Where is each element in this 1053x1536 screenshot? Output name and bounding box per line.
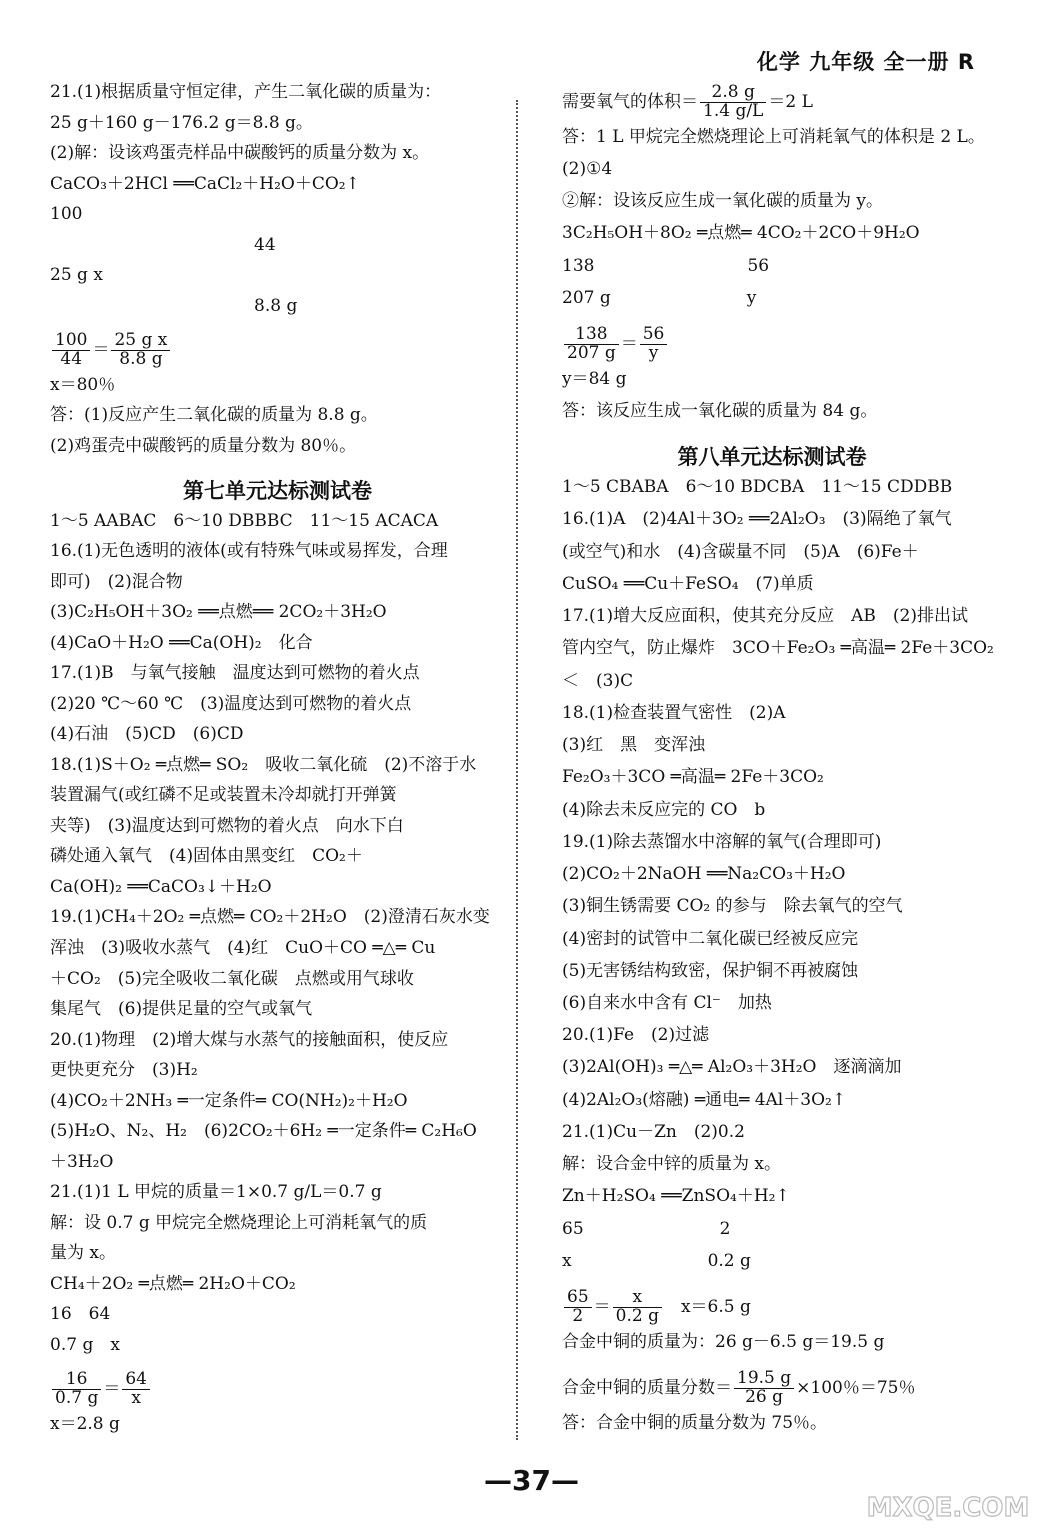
page-header: 化学 九年级 全一册 R: [756, 50, 975, 74]
text-line: 量为 x。: [50, 1243, 116, 1264]
right-lines-a: [562, 126, 985, 320]
text-line: 21.(1)根据质量守恒定律，产生二氧化碳的质量为：: [50, 82, 442, 102]
equation-text: ×100％＝75％: [796, 1377, 916, 1398]
text-line: 合金中铜的质量为：26 g－6.5 g＝19.5 g: [562, 1331, 885, 1352]
text-line: 答：合金中铜的质量分数为 75％。: [562, 1412, 828, 1433]
text-line: (5)H₂O、N₂、H₂ (6)2CO₂＋6H₂ ═一定条件═ C₂H₆O: [50, 1121, 477, 1142]
text-line: ②解：设该反应生成一氧化碳的质量为 y。: [562, 191, 884, 212]
text-line: 3C₂H₅OH＋8O₂ ═点燃═ 4CO₂＋2CO＋9H₂O: [562, 223, 920, 244]
text-line: (3)C₂H₅OH＋3O₂ ══点燃══ 2CO₂＋3H₂O: [50, 602, 387, 623]
text-line: 65 2: [562, 1218, 731, 1239]
equation-fraction: $\frac{100}{44}$ ＝ $\frac{\text{25 g x}}{8.8 g}$: [50, 332, 505, 369]
text-line: CuSO₄ ══Cu＋FeSO₄ (7)单质: [562, 573, 814, 594]
equation-fraction: [562, 84, 982, 121]
frac-denominator: 0.2 g: [615, 1305, 659, 1326]
right-lines-e: [562, 1413, 982, 1445]
text-line: (3)红 黑 变浑浊: [562, 735, 706, 756]
text-line: 管内空气，防止爆炸 3CO＋Fe₂O₃ ═高温═ 2Fe＋3CO₂: [562, 638, 994, 659]
frac-numerator: 100: [52, 332, 90, 351]
text-line: (2)CO₂＋2NaOH ══Na₂CO₃＋H₂O: [562, 864, 846, 885]
text-line: 16.(1)A (2)4Al＋3O₂ ══2Al₂O₃ (3)隔绝了氧气: [562, 509, 952, 530]
text-line: x 0.2 g: [562, 1250, 751, 1271]
text-line: Ca(OH)₂ ══CaCO₃↓＋H₂O: [50, 876, 272, 897]
frac-denominator: 207 g: [567, 342, 616, 363]
text-line: 18.(1)检查装置气密性 (2)A: [562, 702, 786, 723]
frac-denominator: 1.4 g/L: [703, 100, 764, 121]
text-line: 25 g x: [50, 265, 103, 286]
svg-text:MXQE.COM: MXQE.COM: [866, 1493, 1030, 1523]
right-column: [562, 82, 994, 1445]
text-line: 20.(1)物理 (2)增大煤与水蒸气的接触面积，使反应: [50, 1029, 449, 1050]
frac-numerator: 65: [564, 1289, 592, 1308]
text-line: (2)鸡蛋壳中碳酸钙的质量分数为 80％。: [50, 436, 357, 456]
left-lines-b: [50, 375, 505, 467]
text-line: 19.(1)CH₄＋2O₂ ═点燃═ CO₂＋2H₂O (2)澄清石灰水变: [50, 907, 490, 928]
frac-denominator: 44: [60, 349, 83, 370]
frac-denominator: 26 g: [745, 1386, 784, 1407]
left-lines-c: [50, 511, 505, 1366]
frac-denominator: y: [648, 342, 659, 363]
text-line: 1～5 CBABA 6～10 BDCBA 11～15 CDDBB: [562, 477, 953, 498]
text-line: 即可) (2)混合物: [50, 571, 183, 592]
text-line: (2)20 ℃～60 ℃ (3)温度达到可燃物的着火点: [50, 693, 412, 714]
text-line: (5)无害锈结构致密，保护铜不再被腐蚀: [562, 960, 859, 981]
equation-text: x＝6.5 g: [663, 1296, 751, 1317]
right-lines-d: [562, 1332, 982, 1364]
text-line: 44: [50, 234, 276, 255]
equation-fraction: $\frac{65}{2}$ ＝ $\frac{x}{0.2 g}$ x＝6.5 g: [562, 1289, 982, 1326]
frac-numerator: 16: [52, 1371, 101, 1390]
text-line: (4)石油 (5)CD (6)CD: [50, 724, 244, 745]
text-line: (4)2Al₂O₃(熔融) ═通电═ 4Al＋3O₂↑: [562, 1089, 847, 1110]
left-lines-d: [50, 1414, 505, 1445]
text-line: 21.(1)Cu－Zn (2)0.2: [562, 1121, 745, 1142]
text-line: (2)解：设该鸡蛋壳样品中碳酸钙的质量分数为 x。: [50, 143, 430, 164]
frac-denominator: 2: [572, 1305, 584, 1326]
equation-text: ＝2 L: [768, 91, 813, 112]
text-line: CaCO₃＋2HCl ══CaCl₂＋H₂O＋CO₂↑: [50, 173, 360, 194]
text-line: (3)铜生锈需要 CO₂ 的参与 除去氧气的空气: [562, 896, 903, 917]
text-line: ＋CO₂ (5)完全吸收二氧化碳 点燃或用气球收: [50, 968, 414, 989]
watermark-logo: [863, 1478, 1033, 1528]
page-number: —37—: [484, 1464, 579, 1497]
frac-denominator: x: [131, 1388, 141, 1409]
text-line: Fe₂O₃＋3CO ═高温═ 2Fe＋3CO₂: [562, 767, 824, 788]
text-line: 解：设 0.7 g 甲烷完全燃烧理论上可消耗氧气的质: [50, 1212, 428, 1233]
text-line: x＝80％: [50, 374, 116, 395]
right-lines-c: [562, 477, 994, 1283]
text-line: 答：该反应生成一氧化碳的质量为 84 g。: [562, 401, 878, 422]
frac-numerator: 19.5 g: [734, 1370, 794, 1389]
text-line: 100: [50, 204, 83, 225]
text-line: Zn＋H₂SO₄ ══ZnSO₄＋H₂↑: [562, 1186, 790, 1207]
text-line: 19.(1)除去蒸馏水中溶解的氧气(合理即可): [562, 831, 882, 852]
text-line: 夹等) (3)温度达到可燃物的着火点 向水下白: [50, 815, 404, 836]
equation-text: 需要氧气的体积＝: [562, 91, 698, 112]
text-line: 17.(1)B 与氧气接触 温度达到可燃物的着火点: [50, 663, 420, 684]
equation-fraction: [562, 1370, 982, 1407]
text-line: x＝2.8 g: [50, 1414, 120, 1435]
text-line: 磷处通入氧气 (4)固体由黑变红 CO₂＋: [50, 846, 363, 867]
text-line: 集尾气 (6)提供足量的空气或氧气: [50, 999, 313, 1020]
left-lines-a: [50, 82, 505, 326]
text-line: 16.(1)无色透明的液体(或有特殊气味或易挥发，合理: [50, 541, 448, 562]
equation-text: 合金中铜的质量分数＝: [562, 1377, 732, 1398]
text-line: CH₄＋2O₂ ═点燃═ 2H₂O＋CO₂: [50, 1273, 296, 1294]
text-line: 21.(1)1 L 甲烷的质量＝1×0.7 g/L＝0.7 g: [50, 1182, 382, 1203]
text-line: y＝84 g: [562, 368, 627, 389]
frac-numerator: 56: [640, 326, 668, 345]
text-line: 1～5 AABAC 6～10 DBBBC 11～15 ACACA: [50, 510, 439, 531]
text-line: 更快更充分 (3)H₂: [50, 1060, 198, 1081]
frac-numerator: 25 g x: [111, 332, 170, 351]
left-column: [50, 82, 505, 1445]
text-line: 浑浊 (3)吸收水蒸气 (4)红 CuO＋CO ═△═ Cu: [50, 937, 436, 958]
text-line: 解：设合金中锌的质量为 x。: [562, 1154, 781, 1175]
equation-fraction: $\frac{16}{0.7 g}$ ＝ $\frac{64}{x}$: [50, 1371, 505, 1408]
text-line: (6)自来水中含有 Cl⁻ 加热: [562, 993, 772, 1013]
frac-numerator: 64: [122, 1371, 150, 1390]
text-line: 20.(1)Fe (2)过滤: [562, 1025, 710, 1046]
equation-fraction: $\frac{138}{207 g}$ ＝ $\frac{56}{y}$: [562, 326, 982, 363]
text-line: 18.(1)S＋O₂ ═点燃═ SO₂ 吸收二氧化硫 (2)不溶于水: [50, 754, 477, 775]
section-title-unit7: 第七单元达标测试卷: [183, 478, 372, 503]
frac-numerator: x: [613, 1289, 662, 1308]
text-line: (4)除去未反应完的 CO b: [562, 799, 766, 820]
text-line: 8.8 g: [50, 295, 298, 316]
right-lines-b: [562, 369, 982, 433]
column-divider: [516, 100, 518, 1440]
text-line: 25 g＋160 g－176.2 g＝8.8 g。: [50, 112, 313, 133]
text-line: (2)①4: [562, 158, 613, 179]
text-line: ＋3H₂O: [50, 1151, 114, 1172]
text-line: (或空气)和水 (4)含碳量不同 (5)A (6)Fe＋: [562, 541, 919, 562]
text-line: 207 g y: [562, 287, 757, 308]
text-line: 装置漏气(或红磷不足或装置未冷却就打开弹簧: [50, 785, 397, 806]
text-line: 答：1 L 甲烷完全燃烧理论上可消耗氧气的体积是 2 L。: [562, 126, 985, 147]
text-line: 16 64: [50, 1304, 111, 1325]
frac-numerator: 2.8 g: [700, 84, 766, 103]
text-line: 答：(1)反应产生二氧化碳的质量为 8.8 g。: [50, 405, 378, 426]
text-line: ＜ (3)C: [562, 670, 634, 691]
frac-denominator: 8.8 g: [119, 349, 163, 370]
text-line: 138 56: [562, 255, 770, 276]
text-line: (4)密封的试管中二氧化碳已经被反应完: [562, 928, 859, 949]
frac-denominator: 0.7 g: [55, 1388, 99, 1409]
text-line: (3)2Al(OH)₃ ═△═ Al₂O₃＋3H₂O 逐滴滴加: [562, 1057, 902, 1078]
text-line: 0.7 g x: [50, 1334, 120, 1355]
text-line: 17.(1)增大反应面积，使其充分反应 AB (2)排出试: [562, 606, 968, 627]
text-line: (4)CO₂＋2NH₃ ═一定条件═ CO(NH₂)₂＋H₂O: [50, 1090, 408, 1111]
text-line: (4)CaO＋H₂O ══Ca(OH)₂ 化合: [50, 632, 313, 653]
section-title-unit8: 第八单元达标测试卷: [677, 445, 867, 470]
frac-numerator: 138: [564, 326, 619, 345]
